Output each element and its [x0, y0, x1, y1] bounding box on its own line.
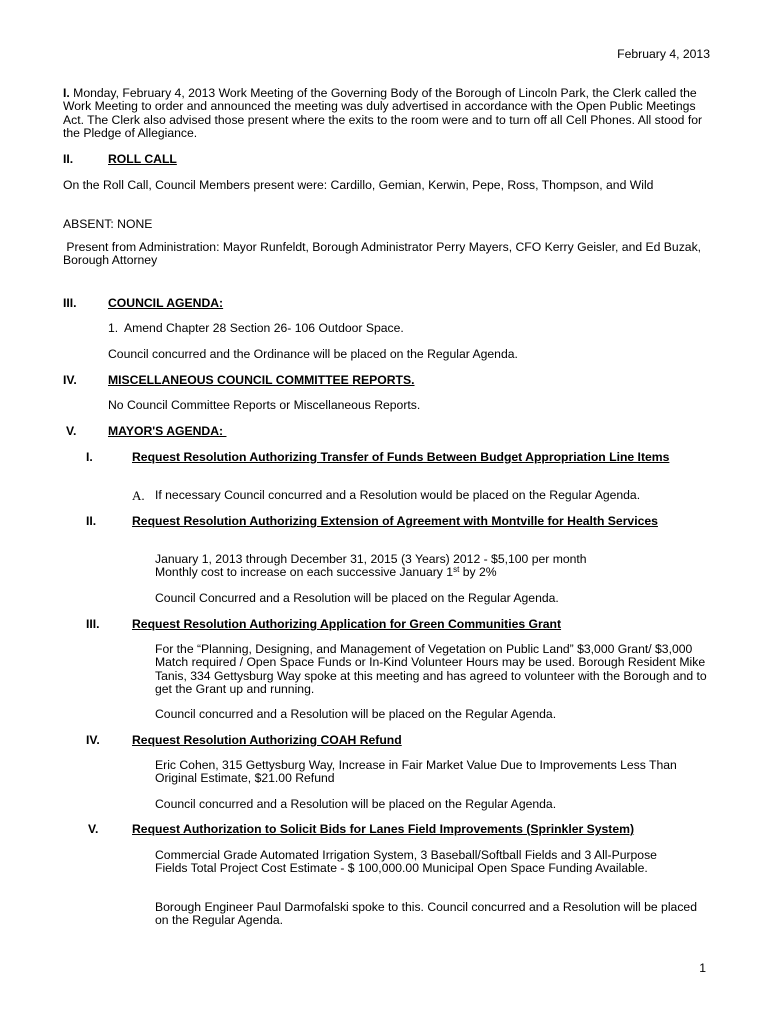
mayor-item-3-title: Request Resolution Authorizing Application for Green Communities Grant — [132, 617, 562, 631]
mayor-item-2-note: Council Concurred and a Resolution will be placed on the Regular Agenda. — [155, 591, 559, 605]
mayors-agenda-heading: MAYOR'S AGENDA: — [108, 424, 227, 438]
mayor-item-4-numeral: IV. — [86, 733, 100, 747]
council-agenda-heading: COUNCIL AGENDA: — [108, 296, 224, 310]
mayor-item-4-paragraph: Eric Cohen, 315 Gettysburg Way, Increase in Fair Market Value Due to Improvements Less Than Original Estimate, $21.00 Refund — [155, 758, 677, 786]
roll-call-numeral: II. — [63, 152, 74, 166]
intro-text: Monday, February 4, 2013 Work Meeting of the Governing Body of the Borough of Lincoln Park, the Clerk called the Work Meeting to order and announced the meeting was duly advertised in accordance with the Open Public Meetings Act. The Clerk also advised those present where the exits to the room were and to turn off all Cell Phones. All stood for the Pledge of Allegiance. — [63, 86, 703, 141]
council-agenda-item-marker: 1. — [108, 321, 119, 335]
roll-call-absent: ABSENT: NONE — [63, 217, 153, 231]
mayors-agenda-numeral: V. — [66, 424, 77, 438]
committee-reports-text: No Council Committee Reports or Miscellaneous Reports. — [108, 398, 421, 412]
document-date: February 4, 2013 — [617, 47, 710, 61]
committee-reports-numeral: IV. — [63, 373, 77, 387]
mayor-item-3-numeral: III. — [86, 617, 100, 631]
council-agenda-numeral: III. — [63, 296, 77, 310]
mayor-item-5-numeral: V. — [88, 822, 99, 836]
mayor-item-1-numeral: I. — [86, 450, 93, 464]
mayor-item-2-line-2: Monthly cost to increase on each successive January 1st by 2% — [155, 565, 497, 579]
mayor-item-4-title: Request Resolution Authorizing COAH Refund — [132, 733, 402, 747]
council-agenda-item-text: Amend Chapter 28 Section 26- 106 Outdoor Space. — [124, 321, 404, 335]
mayor-item-1-text: If necessary Council concurred and a Resolution would be placed on the Regular Agenda. — [155, 488, 641, 502]
page-number: 1 — [699, 961, 706, 975]
roll-call-present: On the Roll Call, Council Members present were: Cardillo, Gemian, Kerwin, Pepe, Ross, Thompson, and Wild — [63, 178, 654, 192]
mayor-item-3-note: Council concurred and a Resolution will be placed on the Regular Agenda. — [155, 707, 557, 721]
mayor-item-1-title: Request Resolution Authorizing Transfer of Funds Between Budget Appropriation Line Items — [132, 450, 670, 464]
mayor-item-2-numeral: II. — [86, 514, 97, 528]
mayor-item-2-title: Request Resolution Authorizing Extension of Agreement with Montville for Health Services — [132, 514, 658, 528]
mayor-item-4-note: Council concurred and a Resolution will be placed on the Regular Agenda. — [155, 797, 557, 811]
roll-call-administration: Present from Administration: Mayor Runfeldt, Borough Administrator Perry Mayers, CFO Kerry Geisler, and Ed Buzak, Borough Attorney — [63, 240, 705, 268]
intro-numeral: I. — [63, 86, 70, 100]
mayor-item-5-paragraph: Commercial Grade Automated Irrigation System, 3 Baseball/Softball Fields and 3 All-Purpose Fields Total Project Cost Estimate - $ 100,000.00 Municipal Open Space Funding Available. — [155, 848, 657, 876]
mayor-item-2-line-1: January 1, 2013 through December 31, 2015 (3 Years) 2012 - $5,100 per month — [155, 552, 587, 566]
intro-paragraph — [63, 87, 713, 141]
roll-call-heading: ROLL CALL — [108, 152, 177, 166]
committee-reports-heading: MISCELLANEOUS COUNCIL COMMITTEE REPORTS. — [108, 373, 415, 387]
mayor-item-5-title: Request Authorization to Solicit Bids for Lanes Field Improvements (Sprinkler System) — [132, 822, 635, 836]
mayor-item-1-marker: A. — [132, 488, 145, 503]
mayor-item-5-note: Borough Engineer Paul Darmofalski spoke to this. Council concurred and a Resolution will be placed on the Regular Agenda. — [155, 900, 697, 928]
council-agenda-note: Council concurred and the Ordinance will be placed on the Regular Agenda. — [108, 347, 518, 361]
mayor-item-3-paragraph: For the “Planning, Designing, and Management of Vegetation on Public Land” $3,000 Grant/ $3,000 Match required / Open Space Funds or In-Kind Volunteer Hours may be used. Borough Resident Mike Tanis, 334 Gettysburg Way spoke at this meeting and has agreed to volunteer with the Borough and to get the Grant up and running. — [155, 642, 707, 697]
